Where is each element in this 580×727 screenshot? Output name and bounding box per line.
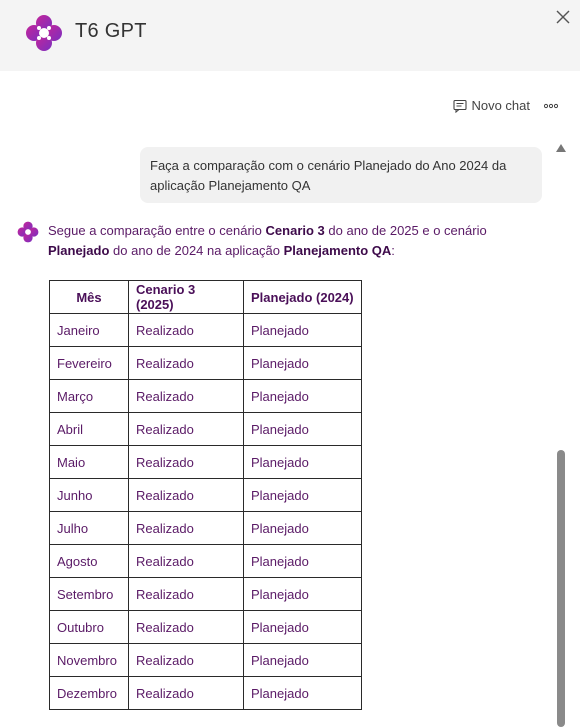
bot-text-part: do ano de 2025 e o cenário: [324, 223, 487, 238]
bot-text-part: :: [391, 243, 395, 258]
table-row: [50, 545, 362, 578]
chat-plus-icon: [453, 99, 467, 113]
table-cell: Julho: [50, 512, 129, 545]
table-row: [50, 479, 362, 512]
bot-text-part: Segue a comparação entre o cenário: [48, 223, 266, 238]
table-cell: Setembro: [50, 578, 129, 611]
table-cell: Realizado: [129, 413, 244, 446]
table-row: [50, 644, 362, 677]
table-cell: Junho: [50, 479, 129, 512]
table-cell: Janeiro: [50, 314, 129, 347]
more-horizontal-icon: [544, 103, 558, 109]
table-cell: Realizado: [129, 347, 244, 380]
table-cell: Novembro: [50, 644, 129, 677]
table-header-cell: Mês: [50, 281, 129, 314]
table-cell: Realizado: [129, 380, 244, 413]
table-cell: Realizado: [129, 677, 244, 710]
table-cell: Planejado: [244, 347, 362, 380]
table-cell: Realizado: [129, 578, 244, 611]
table-row: [50, 677, 362, 710]
new-chat-label: Novo chat: [471, 98, 530, 113]
bot-text-bold: Cenario 3: [265, 223, 325, 238]
table-cell: Dezembro: [50, 677, 129, 710]
scroll-up-arrow-icon[interactable]: [556, 144, 566, 152]
bot-avatar-icon: [17, 221, 39, 243]
table-row: [50, 512, 362, 545]
more-options-button[interactable]: [544, 103, 558, 109]
table-cell: Planejado: [244, 644, 362, 677]
table-cell: Fevereiro: [50, 347, 129, 380]
bot-text-bold: Planejado: [48, 243, 110, 258]
table-row: [50, 347, 362, 380]
bot-text-part: do ano de 2024 na aplicação: [109, 243, 284, 258]
table-cell: Agosto: [50, 545, 129, 578]
table-header-row: [50, 281, 362, 314]
table-header-cell: Planejado (2024): [244, 281, 362, 314]
app-header: [0, 0, 580, 71]
table-cell: Planejado: [244, 611, 362, 644]
table-row: [50, 446, 362, 479]
table-row: [50, 578, 362, 611]
table-cell: Outubro: [50, 611, 129, 644]
table-cell: Realizado: [129, 314, 244, 347]
scrollbar[interactable]: [556, 144, 566, 727]
scrollbar-thumb[interactable]: [557, 450, 565, 727]
table-cell: Realizado: [129, 512, 244, 545]
table-row: [50, 314, 362, 347]
table-body: [50, 314, 362, 710]
table-cell: Realizado: [129, 446, 244, 479]
table-row: [50, 380, 362, 413]
table-cell: Realizado: [129, 644, 244, 677]
table-cell: Planejado: [244, 446, 362, 479]
table-cell: Planejado: [244, 512, 362, 545]
table-cell: Março: [50, 380, 129, 413]
bot-message-text: [48, 221, 518, 261]
table-cell: Abril: [50, 413, 129, 446]
table-header-cell: Cenario 3 (2025): [129, 281, 244, 314]
bot-text-bold: Planejamento QA: [283, 243, 392, 258]
table-cell: Planejado: [244, 677, 362, 710]
user-message-text: Faça a comparação com o cenário Planejado do Ano 2024 da aplicação Planejamento QA: [150, 158, 507, 193]
t6-logo-icon: [25, 14, 63, 52]
close-icon[interactable]: [554, 8, 572, 26]
table-cell: Realizado: [129, 479, 244, 512]
table-cell: Planejado: [244, 413, 362, 446]
table-cell: Planejado: [244, 314, 362, 347]
table-row: [50, 413, 362, 446]
table-row: [50, 611, 362, 644]
table-cell: Realizado: [129, 545, 244, 578]
user-message-bubble: [140, 147, 542, 203]
new-chat-button[interactable]: [453, 98, 530, 113]
comparison-table: [49, 280, 362, 710]
chat-toolbar: [453, 98, 558, 113]
table-cell: Realizado: [129, 611, 244, 644]
table-cell: Planejado: [244, 578, 362, 611]
app-title: T6 GPT: [75, 20, 147, 42]
table-cell: Planejado: [244, 479, 362, 512]
table-cell: Planejado: [244, 380, 362, 413]
table-cell: Maio: [50, 446, 129, 479]
table-cell: Planejado: [244, 545, 362, 578]
